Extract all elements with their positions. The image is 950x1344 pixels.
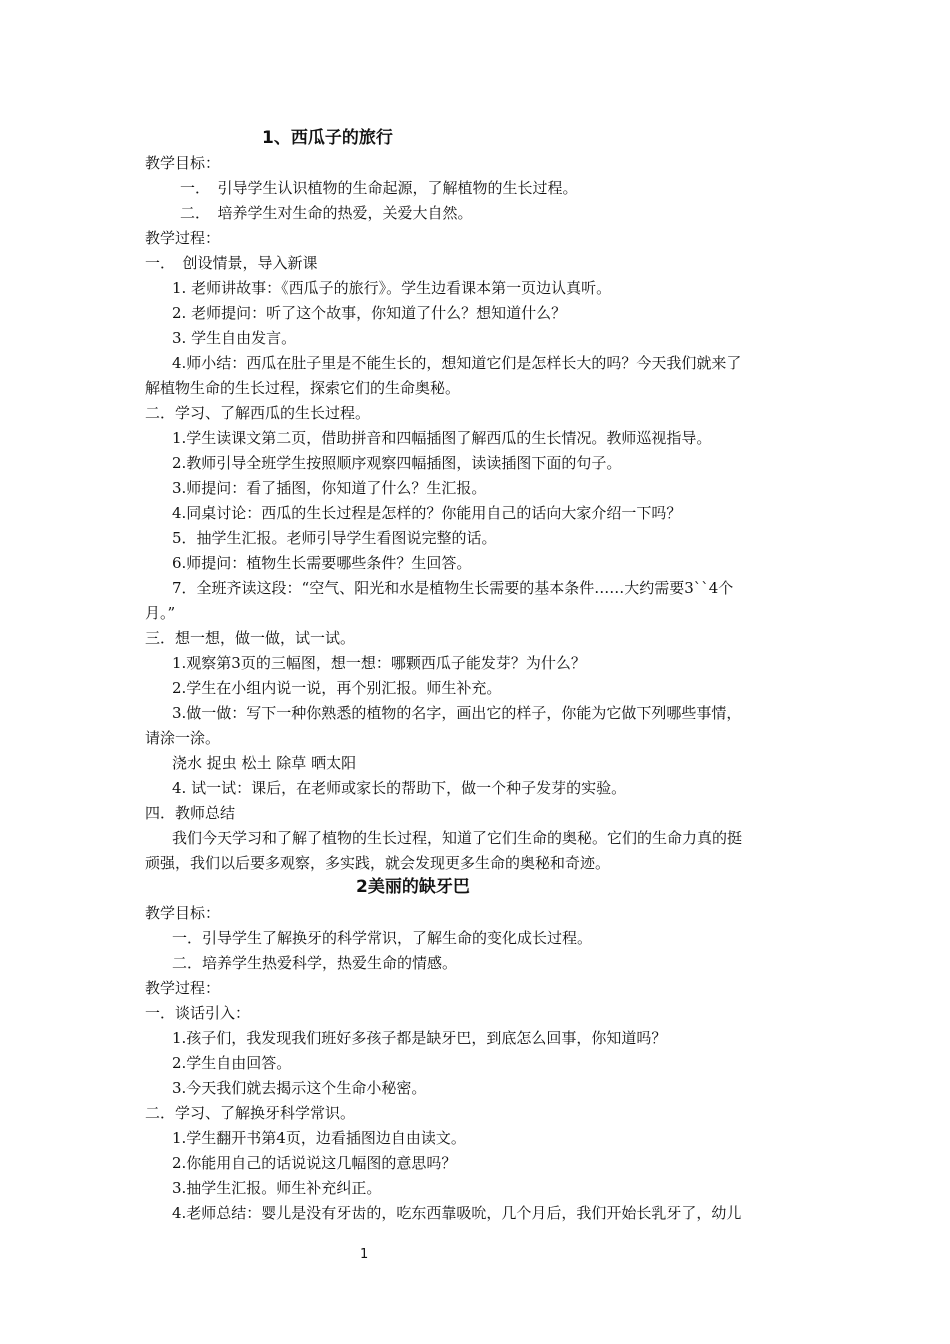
page-number: 1 <box>360 1247 369 1262</box>
lesson2-goal-1: 一．引导学生了解换牙的科学常识，了解生命的变化成长过程。 <box>172 929 593 947</box>
lesson1-goals-label: 教学目标： <box>145 154 221 172</box>
lesson1-section1-heading: 一． 创设情景，导入新课 <box>145 254 318 272</box>
lesson1-section3-heading: 三．想一想，做一做，试一试。 <box>145 629 356 647</box>
lesson2-section1-item-1: 1.孩子们，我发现我们班好多孩子都是缺牙巴，到底怎么回事，你知道吗？ <box>172 1029 667 1047</box>
lesson1-section2-heading: 二．学习、了解西瓜的生长过程。 <box>145 404 371 422</box>
lesson1-goal-2: 二． 培养学生对生命的热爱，关爱大自然。 <box>180 204 473 222</box>
lesson1-section1-item-4: 4.师小结：西瓜在肚子里是不能生长的，想知道它们是怎样长大的吗？今天我们就来了 <box>172 354 742 372</box>
lesson1-section1-item-3: 3. 学生自由发言。 <box>172 329 297 347</box>
lesson1-section2-item-6: 6.师提问：植物生长需要哪些条件？生回答。 <box>172 554 472 572</box>
lesson2-section2-item-1: 1.学生翻开书第4页，边看插图边自由读文。 <box>172 1129 466 1147</box>
lesson2-section1-item-2: 2.学生自由回答。 <box>172 1054 292 1072</box>
lesson1-summary-line-2: 顽强，我们以后要多观察，多实践，就会发现更多生命的奥秘和奇迹。 <box>145 854 611 872</box>
lesson2-goal-2: 二．培养学生热爱科学，热爱生命的情感。 <box>172 954 458 972</box>
lesson1-section2-item-3: 3.师提问：看了插图，你知道了什么？生汇报。 <box>172 479 487 497</box>
lesson1-section2-item-2: 2.教师引导全班学生按照顺序观察四幅插图，读读插图下面的句子。 <box>172 454 622 472</box>
lesson1-section1-item-4-cont: 解植物生命的生长过程，探索它们的生命奥秘。 <box>145 379 461 397</box>
lesson1-process-label: 教学过程： <box>145 229 221 247</box>
lesson1-summary-line-1: 我们今天学习和了解了植物的生长过程，知道了它们生命的奥秘。它们的生命力真的挺 <box>172 829 743 847</box>
lesson1-section3-task-list: 浇水 捉虫 松土 除草 晒太阳 <box>172 754 357 772</box>
lesson2-section2-heading: 二．学习、了解换牙科学常识。 <box>145 1104 356 1122</box>
lesson2-section2-item-4: 4.老师总结：婴儿是没有牙齿的，吃东西靠吸吮，几个月后，我们开始长乳牙了，幼儿 <box>172 1204 742 1222</box>
lesson2-section1-item-3: 3.今天我们就去揭示这个生命小秘密。 <box>172 1079 427 1097</box>
lesson2-section2-item-2: 2.你能用自己的话说说这几幅图的意思吗？ <box>172 1154 457 1172</box>
lesson2-process-label: 教学过程： <box>145 979 221 997</box>
lesson2-title: 2美丽的缺牙巴 <box>356 877 470 897</box>
lesson1-section3-item-4: 4. 试一试：课后，在老师或家长的帮助下，做一个种子发芽的实验。 <box>172 779 627 797</box>
lesson2-section1-heading: 一．谈话引入： <box>145 1004 251 1022</box>
lesson1-section2-item-4: 4.同桌讨论：西瓜的生长过程是怎样的？你能用自己的话向大家介绍一下吗？ <box>172 504 682 522</box>
lesson2-section2-item-3: 3.抽学生汇报。师生补充纠正。 <box>172 1179 382 1197</box>
lesson1-section2-item-1: 1.学生读课文第二页，借助拼音和四幅插图了解西瓜的生长情况。教师巡视指导。 <box>172 429 712 447</box>
lesson1-goal-1: 一． 引导学生认识植物的生命起源，了解植物的生长过程。 <box>180 179 578 197</box>
lesson1-section4-heading: 四．教师总结 <box>145 804 236 822</box>
lesson2-goals-label: 教学目标： <box>145 904 221 922</box>
lesson1-section2-item-7: 7．全班齐读这段：“空气、阳光和水是植物生长需要的基本条件……大约需要3``4个 <box>172 579 734 597</box>
lesson1-section2-item-7-cont: 月。” <box>145 604 176 622</box>
lesson1-section3-item-3: 3.做一做：写下一种你熟悉的植物的名字，画出它的样子，你能为它做下列哪些事情， <box>172 704 742 722</box>
lesson1-section2-item-5: 5．抽学生汇报。老师引导学生看图说完整的话。 <box>172 529 497 547</box>
lesson1-section3-item-1: 1.观察第3页的三幅图，想一想：哪颗西瓜子能发芽？为什么？ <box>172 654 586 672</box>
lesson1-title: 1、西瓜子的旅行 <box>262 128 393 148</box>
lesson1-section3-item-2: 2.学生在小组内说一说，再个别汇报。师生补充。 <box>172 679 502 697</box>
lesson1-section1-item-1: 1. 老师讲故事：《西瓜子的旅行》。学生边看课本第一页边认真听。 <box>172 279 612 297</box>
lesson1-section1-item-2: 2. 老师提问：听了这个故事，你知道了什么？想知道什么？ <box>172 304 567 322</box>
lesson1-section3-item-3-cont: 请涂一涂。 <box>145 729 221 747</box>
